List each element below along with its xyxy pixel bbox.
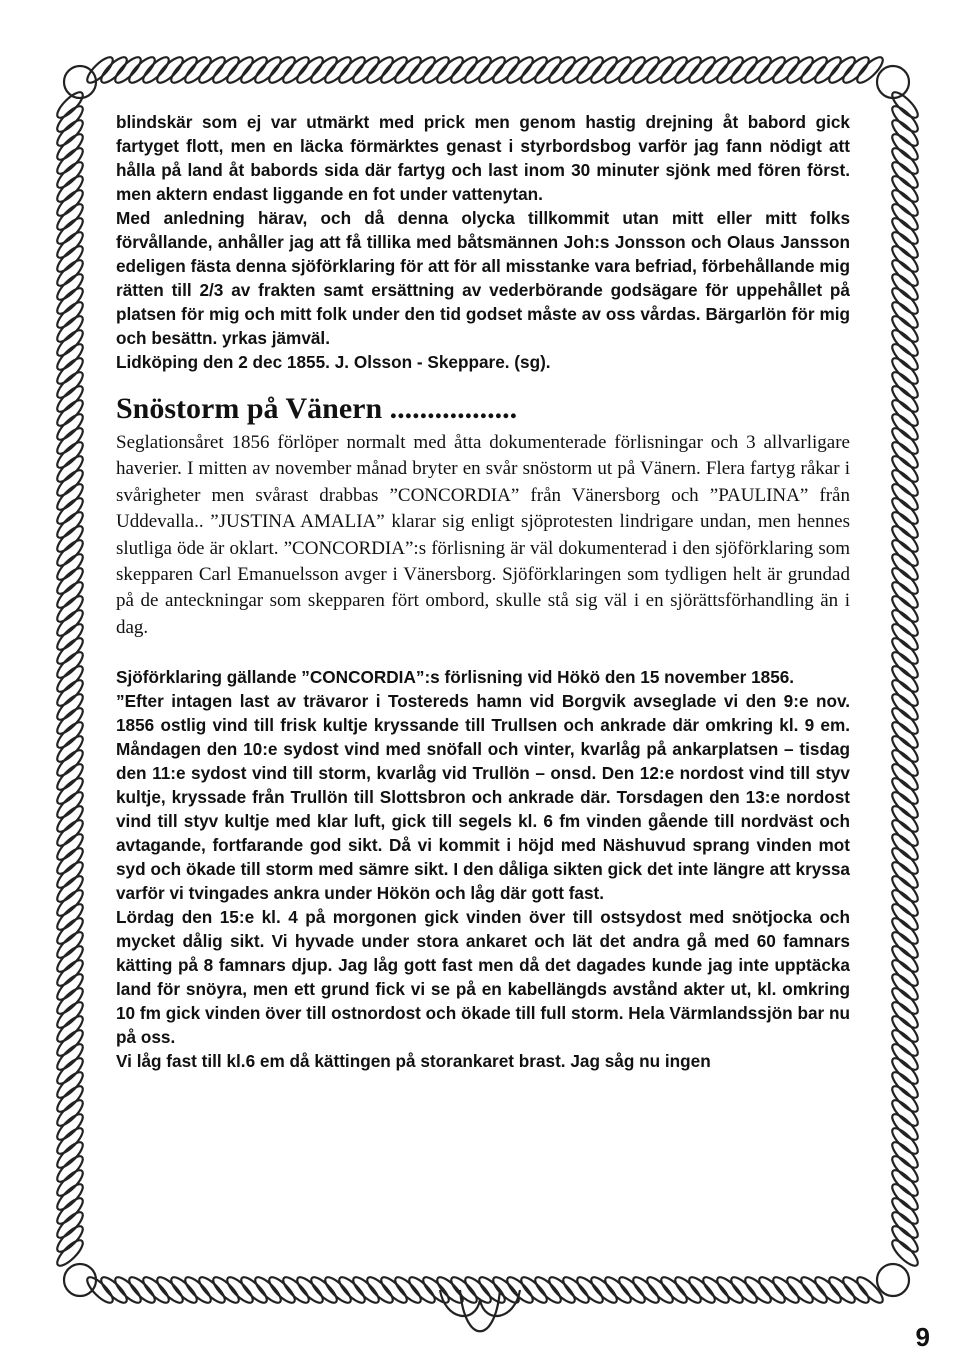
section-title: Snöstorm på Vänern ................. <box>116 392 518 425</box>
paragraph: blindskär som ej var utmärkt med prick men genom hastig drejning åt babord gick fartyget flott, men en läcka förmärktes genast i styrbordsbog varför jag fann nödigt att hålla på land åt babords sida där fartyg och last inom 30 minuter sjönk med fören först. men aktern endast liggande en fot under vattenytan. <box>116 112 850 204</box>
declaration-heading: Sjöförklaring gällande ”CONCORDIA”:s förlisning vid Hökö den 15 november 1856. <box>116 667 795 688</box>
page-number: 9 <box>915 1322 930 1352</box>
letter-block <box>116 110 850 374</box>
paragraph: Lördag den 15:e kl. 4 på morgonen gick vinden över till ostsydost med snötjocka och mycket dålig sikt. Vi hyvade under stora ankaret och lät det andra gå med 60 famnars kätting på 8 famnars djup. Jag låg gott fast men då det dagades kunde jag inte upptäcka land för snöyra, men ett grund fick vi se på en kabellängds avstånd akter ut, kl. omkring 10 fm gick vinden över till ostnordost och ökade till full storm. Hela Värmlandssjön bar nu på oss. <box>116 907 850 1048</box>
section-body: Seglationsåret 1856 förlöper normalt med åtta dokumenterade förlisningar och 3 allvarligare haverier. I mitten av november månad bryter en svår snöstorm ut på Vänern. Flera fartyg råkar i svårigheter men svårast drabbas ”CONCORDIA” från Vänersborg och ”PAULINA” från Uddevalla.. ”JUSTINA AMALIA” klarar sig enligt sjöprotesten lindrigare undan, men hennes slutliga öde är oklart. ”CONCORDIA”:s förlisning är väl dokumenterad i den sjöförklaring som skepparen Carl Emanuelsson avger i Vänersborg. Sjöförklaringen som tydligen helt är grundad på de anteckningar som skepparen fört ombord, skulle stå sig väl i en sjörättsförhandling än i dag. <box>116 432 850 638</box>
paragraph: Vi låg fast till kl.6 em då kättingen på storankaret brast. Jag såg nu ingen <box>116 1051 711 1072</box>
paragraph: Med anledning härav, och då denna olycka tillkommit utan mitt eller mitt folks förvållande, anhåller jag att få tillika med båtsmännen Joh:s Jonsson och Olaus Jansson edeligen fästa denna sjöförklaring för att för all misstanke vara befriad, förbehållande mig rätten till 2/3 av frakten samt ersättning av vederbörande godsägare för uppehållet på platsen för mig och mitt folk under den tid godset måste av oss vårdas. Bärgarlön för mig och besättn. yrkas jämväl. <box>116 208 850 348</box>
page-content <box>116 110 850 1073</box>
signature-line: Lidköping den 2 dec 1855. J. Olsson - Skeppare. (sg). <box>116 352 551 372</box>
declaration-block <box>116 665 850 1073</box>
paragraph: ”Efter intagen last av trävaror i Tostereds hamn vid Borgvik avseglade vi den 9:e nov. 1856 ostlig vind till frisk kultje kryssande till Trullsen och ankrade där omkring kl. 9 em. Måndagen den 10:e sydost vind med snöfall och vinter, kvarlåg på ankarplatsen – tisdag den 11:e sydost vind till storm, kvarlåg vid Trullön – onsd. Den 12:e nordost vind till styv kultje, kryssade från Trullön till Slottsbron och ankrade där. Torsdagen den 13:e nordost vind till styv kultje med klar luft, gick till segels kl. 6 fm vinden gående till nordväst och avtagande, fortfarande god sikt. Då vi kommit i höjd med Näshuvud sprang vinden mot syd och ökade till storm med sämre sikt. I den dåliga sikten gick det inte längre att kryssa varför vi tvingades ankra under Hökön och låg där gott fast. <box>116 691 850 904</box>
